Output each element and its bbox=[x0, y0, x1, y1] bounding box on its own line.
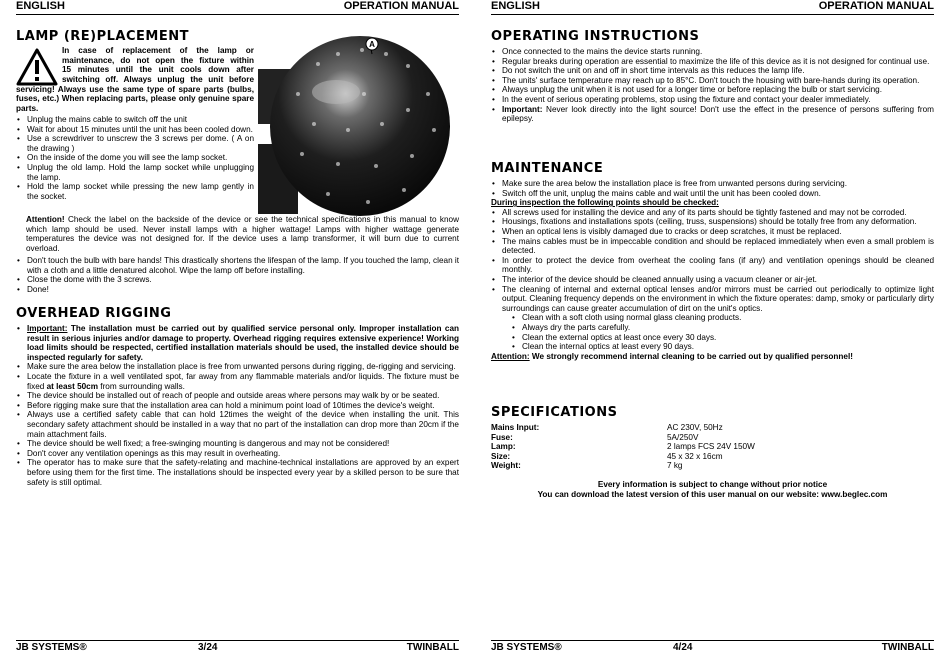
footer-model: TWINBALL bbox=[881, 642, 934, 653]
warning-line-1: In case of replacement of the lamp or bbox=[62, 46, 254, 55]
list-item: • Housings, fixations and installations spots (ceiling, truss, suspensions) should be totally free from any deformation. bbox=[491, 217, 934, 227]
notice-download: You can download the latest version of this user manual on our website: www.beglec.com bbox=[537, 489, 888, 499]
page-header bbox=[491, 0, 934, 15]
spec-value: 2 lamps FCS 24V 150W bbox=[667, 442, 755, 452]
list-item: • Make sure the area below the installation place is free from unwanted persons during rigging, de-rigging and servicing. bbox=[16, 362, 459, 372]
header-language: ENGLISH bbox=[491, 0, 540, 12]
sub-list-item: • Clean with a soft cloth using normal glass cleaning products. bbox=[491, 313, 934, 323]
spec-label: Fuse: bbox=[491, 432, 513, 442]
list-item: • Always use a certified safety cable that can hold 12times the weight of the device when installing the unit. This secondary safety attachment should be installed in a way that no part of the installation can drop more than 20cm if the main attachment fails. bbox=[16, 410, 459, 439]
spec-row bbox=[491, 461, 934, 471]
list-item: • Hold the lamp socket while pressing the new lamp gently in the socket. bbox=[16, 182, 254, 201]
list-item: • Use a screwdriver to unscrew the 3 screws per dome. ( A on the drawing ) bbox=[16, 134, 254, 153]
header-manual-title: OPERATION MANUAL bbox=[818, 0, 934, 12]
fixture-distance: at least 50cm bbox=[46, 381, 99, 391]
specifications-section bbox=[491, 405, 934, 471]
spec-value: 45 x 32 x 16cm bbox=[667, 451, 723, 461]
sub-list-item: • Clean the external optics at least once every 30 days. bbox=[491, 333, 934, 343]
operating-instructions-section bbox=[491, 29, 934, 124]
footer-brand: JB SYSTEMS® bbox=[491, 642, 562, 653]
list-item: • The device should be well fixed; a free-swinging mounting is dangerous and may not be considered! bbox=[16, 439, 459, 449]
right-page bbox=[475, 0, 950, 654]
warning-line-4: switching off. Always unplug the unit before bbox=[62, 74, 254, 84]
warning-line-2: maintenance, do not open the fixture within bbox=[62, 55, 254, 65]
list-item: • Switch off the unit, unplug the mains cable and wait until the unit has been cooled down. bbox=[491, 189, 934, 199]
lamp-attention bbox=[26, 215, 459, 253]
warning-line-3: 15 minutes until the unit cools down after bbox=[62, 65, 254, 75]
list-item: • The interior of the device should be cleaned annually using a vacuum cleaner or air-jet. bbox=[491, 275, 934, 285]
list-item: • Don't touch the bulb with bare hands! This drastically shortens the lifespan of the lamp. If you touched the lamp, clean it with a cloth and a little denatured alcohol. Wipe the lamp off before installing. bbox=[16, 256, 459, 275]
list-item: • The device should be installed out of reach of people and outside areas where persons may walk by or be seated. bbox=[16, 391, 459, 401]
inspection-heading: During inspection the following points should be checked: bbox=[491, 198, 719, 208]
spec-row bbox=[491, 442, 934, 452]
important-text: Never look directly into the light source! Don't use the effect in the presence of persons suffering from epilepsy. bbox=[502, 104, 934, 124]
spec-label: Mains Input: bbox=[491, 423, 540, 432]
footer-page-number: 3/24 bbox=[198, 642, 218, 653]
list-item: • In the event of serious operating problems, stop using the fixture and contact your dealer immediately. bbox=[491, 95, 934, 105]
list-item: • On the inside of the dome you will see the lamp socket. bbox=[16, 153, 254, 163]
spec-row bbox=[491, 452, 934, 462]
spec-value: AC 230V, 50Hz bbox=[667, 423, 723, 432]
warning-tail-text: servicing! Always use the same type of spare parts (bulbs, fuses, etc.) When replacing parts, please only genuine spare parts. bbox=[16, 84, 254, 113]
attention-label: Attention! bbox=[26, 215, 65, 224]
notice-change: Every information is subject to change without prior notice bbox=[597, 480, 828, 489]
list-item: • All screws used for installing the device and any of its parts should be tightly fastened and may not be corroded. bbox=[491, 208, 934, 218]
spec-value: 7 kg bbox=[667, 461, 683, 471]
list-item: • The units' surface temperature may reach up to 85°C. Don't touch the housing with bare-hands during its operation. bbox=[491, 76, 934, 86]
list-item: • Unplug the mains cable to switch off the unit bbox=[16, 115, 254, 125]
warning-triangle-icon bbox=[16, 48, 58, 86]
notice bbox=[491, 480, 934, 499]
list-item: • Regular breaks during operation are essential to maximize the life of this device as it is not designed for continual use. bbox=[491, 57, 934, 67]
header-manual-title: OPERATION MANUAL bbox=[343, 0, 459, 12]
spec-row bbox=[491, 423, 934, 433]
list-item: • Once connected to the mains the device starts running. bbox=[491, 47, 934, 57]
fixture-text-post: from surrounding walls. bbox=[98, 381, 185, 391]
footer-page-number: 4/24 bbox=[673, 642, 693, 653]
page-footer bbox=[491, 640, 934, 655]
list-item: • Always unplug the unit when it is not used for a longer time or before replacing the bulb or start servicing. bbox=[491, 85, 934, 95]
list-item: • Close the dome with the 3 screws. bbox=[16, 275, 459, 285]
list-item: • The operator has to make sure that the safety-relating and machine-technical installations are approved by an expert before using them for the first time. The installations should be inspected every year by a skilled person to be sure that safety is still optimal. bbox=[16, 458, 459, 487]
important-label: Important: bbox=[502, 104, 543, 114]
list-item: • Do not switch the unit on and off in short time intervals as this reduces the lamp life. bbox=[491, 66, 934, 76]
page-footer bbox=[16, 640, 459, 655]
overhead-rigging-section bbox=[16, 306, 459, 487]
list-item: • When an optical lens is visibly damaged due to cracks or deep scratches, it must be replaced. bbox=[491, 227, 934, 237]
callout-a: A bbox=[369, 40, 375, 49]
warning-tail bbox=[16, 85, 254, 114]
fixture-illustration bbox=[258, 34, 458, 219]
spec-row bbox=[491, 433, 934, 443]
lamp-steps-a bbox=[16, 115, 254, 201]
list-item: • Don't cover any ventilation openings as this may result in overheating. bbox=[16, 449, 459, 459]
spec-label: Size: bbox=[491, 451, 511, 461]
list-item: • Make sure the area below the installation place is free from unwanted persons during servicing. bbox=[491, 179, 934, 189]
footer-model: TWINBALL bbox=[406, 642, 459, 653]
spec-value: 5A/250V bbox=[667, 432, 699, 442]
attention-text: We strongly recommend internal cleaning to be carried out by qualified personnel! bbox=[529, 351, 853, 361]
list-item: • In order to protect the device from overheat the cooling fans (if any) and ventilation openings should be cleaned monthly. bbox=[491, 256, 934, 275]
sub-list-item: • Always dry the parts carefully. bbox=[491, 323, 934, 333]
fixture-text-pre: Locate the fixture in a well ventilated spot, far away from any flammable materials and/or liquids. The fixture must be fixed bbox=[27, 371, 459, 391]
spec-label: Weight: bbox=[491, 461, 521, 471]
spec-label: Lamp: bbox=[491, 442, 516, 452]
section-title: LAMP (RE)PLACEMENT bbox=[16, 29, 189, 44]
list-item: • Before rigging make sure that the installation area can hold a minimum point load of 10times the device's weight. bbox=[16, 401, 459, 411]
attention-label: Attention: bbox=[491, 351, 530, 361]
list-item: • The mains cables must be in impeccable condition and should be replaced immediately when even a small problem is detected. bbox=[491, 237, 934, 256]
attention-text: Check the label on the backside of the device or see the technical specifications in this manual to know which lamp should be used. Never install lamps with a higher wattage! Lamps with higher wattage generate temperatures the device was not designed for. If the device uses a lamp transformer, it will burn due to current overload. bbox=[26, 215, 459, 253]
list-item: • Wait for about 15 minutes until the unit has been cooled down. bbox=[16, 125, 254, 135]
list-item: • The cleaning of internal and external optical lenses and/or mirrors must be carried out periodically to optimize light output. Cleaning frequency depends on the environment in which the fixture operates: damp, smoky or particularly dirty surroundings can cause greater accumulation of dirt on the unit's optics. bbox=[491, 285, 934, 314]
lamp-steps-b bbox=[16, 256, 459, 294]
important-label: Important: bbox=[27, 324, 68, 333]
section-title: SPECIFICATIONS bbox=[491, 405, 618, 420]
header-language: ENGLISH bbox=[16, 0, 65, 12]
list-item: • Unplug the old lamp. Hold the lamp socket while unplugging the lamp. bbox=[16, 163, 254, 182]
page-header bbox=[16, 0, 459, 15]
footer-brand: JB SYSTEMS® bbox=[16, 642, 87, 653]
mirror-ball-fixture-image bbox=[258, 34, 458, 219]
section-title: OPERATING INSTRUCTIONS bbox=[491, 29, 700, 44]
important-text: The installation must be carried out by qualified service personal only. Improper installation can result in serious injuries and/or damage to property. Overhead rigging requires extensive experience! Working load limits should be respected, certified installation materials should be used, the installed device should be inspected regularly for safety. bbox=[27, 324, 459, 362]
left-page bbox=[0, 0, 475, 654]
maintenance-section bbox=[491, 161, 934, 361]
list-item: • Done! bbox=[16, 285, 459, 295]
sub-list-item: • Clean the internal optics at least every 90 days. bbox=[491, 342, 934, 352]
lamp-warning bbox=[62, 46, 254, 84]
section-title: OVERHEAD RIGGING bbox=[16, 306, 172, 321]
section-title: MAINTENANCE bbox=[491, 161, 604, 176]
